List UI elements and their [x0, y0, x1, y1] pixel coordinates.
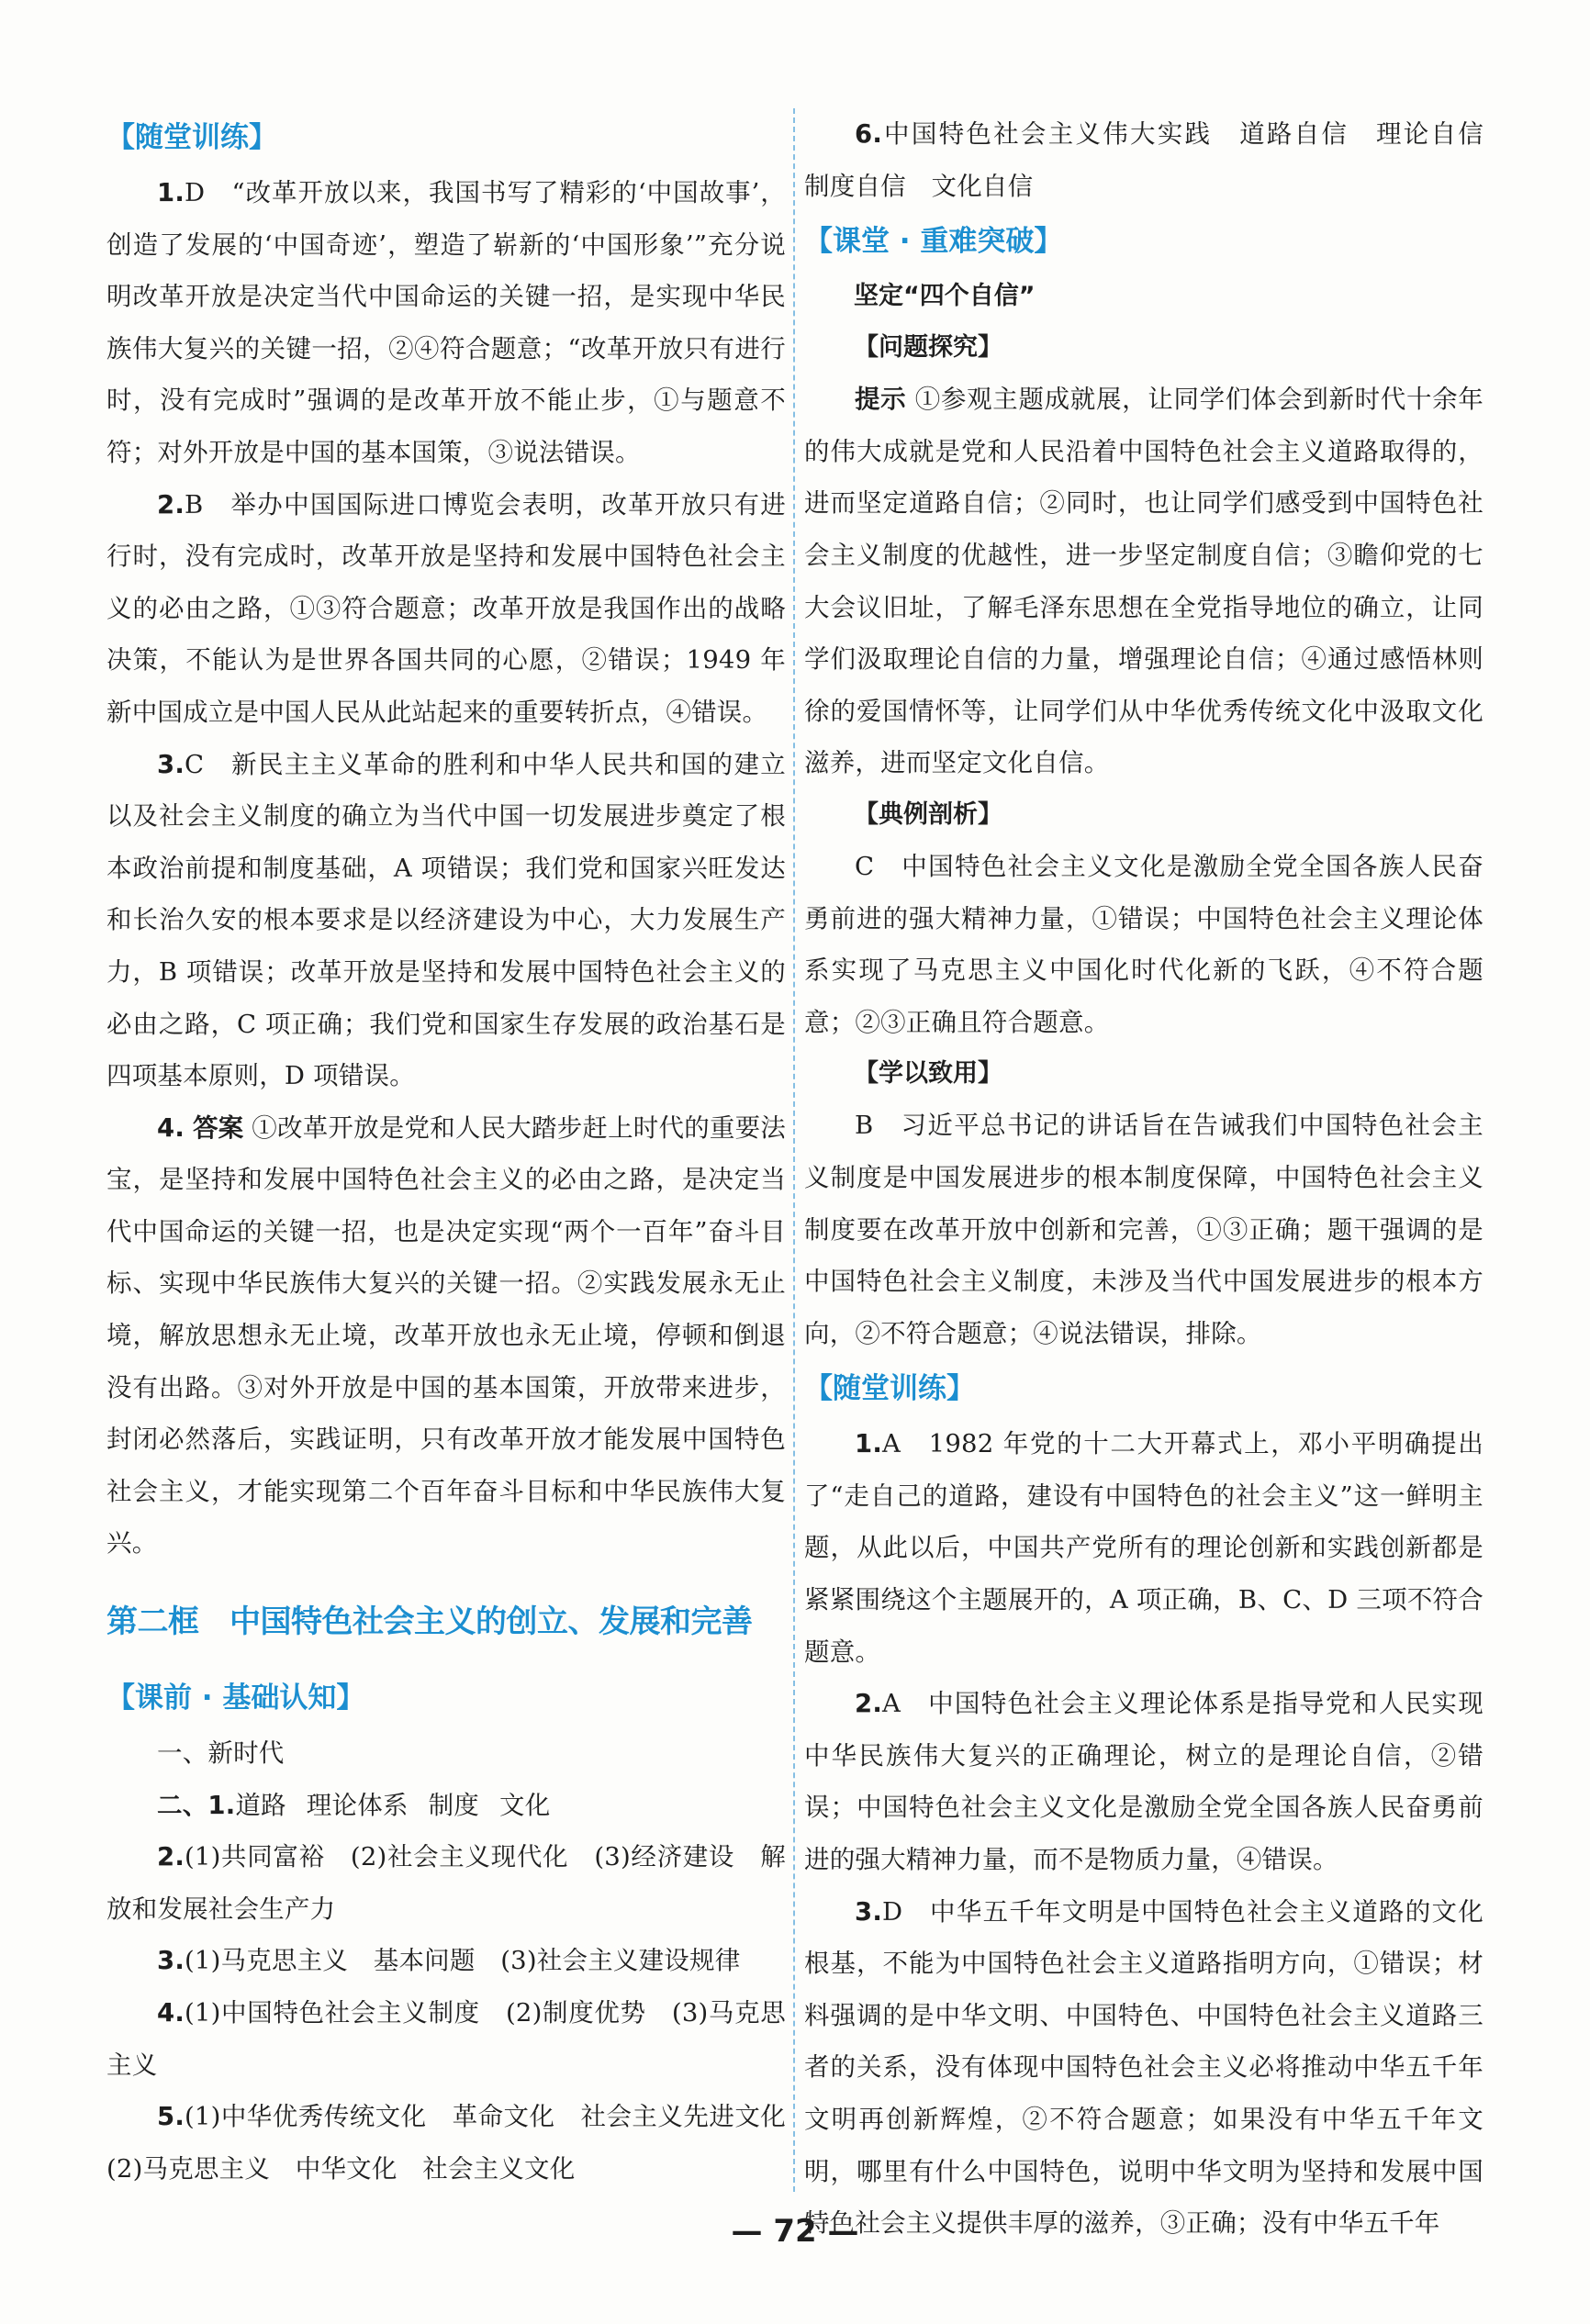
training-answer-1: 1.D “改革开放以来，我国书写了精彩的‘中国故事’，创造了发展的‘中国奇迹’，塑造了崭新的‘中国形象’”充分说明改革开放是决定当代中国命运的关键一招，是实现中华民族伟大复兴的关键一招，②④符合题意；“改革开放只有进行时，没有完成时”强调的是改革开放不能止步，①与题意不符；对外开放是中国的基本国策，③说法错误。 [106, 178, 786, 467]
basics-item-2: 二、1.道路 理论体系 制度 文化 [157, 1790, 551, 1820]
heading-in-class-training-2: 【随堂训练】 [804, 1372, 975, 1406]
basics-item-6: 5.(1)中华优秀传统文化 革命文化 社会主义先进文化 (2)马克思主义 中华文化 社会主义文化 [106, 2102, 812, 2184]
case-analysis-answer: C 中国特色社会主义文化是激励全党全国各族人民奋勇前进的强大精神力量，①错误；中国特色社会主义理论体系实现了马克思主义中国化时代化新的飞跃，④不符合题意；②③正确且符合题意。 [804, 851, 1484, 1037]
basics-item-7: 6.中国特色社会主义伟大实践 道路自信 理论自信 制度自信 文化自信 [804, 119, 1509, 201]
training2-answer-2: 2.A 中国特色社会主义理论体系是指导党和人民实现中华民族伟大复兴的正确理论，树立的是理论自信，②错误；中国特色社会主义文化是激励全党全国各族人民奋勇前进的强大精神力量，而不是物质力量，④错误。 [804, 1689, 1484, 1875]
heading-problem-exploration: 【问题探究】 [854, 333, 1002, 363]
column-divider [793, 108, 795, 2192]
training-answer-4: 4. 答案 ①改革开放是党和人民大踏步赶上时代的重要法宝，是坚持和发展中国特色社会主义的必由之路，是决定当代中国命运的关键一招，也是决定实现“两个一百年”奋斗目标、实现中华民族伟大复兴的关键一招。②实践发展永无止境，解放思想永无止境，改革开放也永无止境，停顿和倒退没有出路。③对外开放是中国的基本国策，开放带来进步，封闭必然落后，实践证明，只有改革开放才能发展中国特色社会主义，才能实现第二个百年奋斗目标和中华民族伟大复兴。 [106, 1112, 786, 1559]
training2-answer-3: 3.D 中华五千年文明是中国特色社会主义道路的文化根基，不能为中国特色社会主义道路指明方向，①错误；材料强调的是中华文明、中国特色、中国特色社会主义道路三者的关系，没有体现中国特色社会主义必将推动中华五千年文明再创新辉煌，②不符合题意；如果没有中华五千年文明，哪里有什么中国特色，说明中华文明为坚持和发展中国特色社会主义提供丰厚的滋养，③正确；没有中华五千年 [804, 1896, 1484, 2239]
section-title: 第二框 中国特色社会主义的创立、发展和完善 [106, 1603, 753, 1641]
training-answer-2: 2.B 举办中国国际进口博览会表明，改革开放只有进行时，没有完成时，改革开放是坚持和发展中国特色社会主义的必由之路，①③符合题意；改革开放是我国作出的战略决策，不能认为是世界各国共同的心愿，②错误；1949 年新中国成立是中国人民从此站起来的重要转折点，④错误。 [106, 489, 786, 727]
heading-in-class-training: 【随堂训练】 [106, 121, 277, 154]
topic-title: 坚定“四个自信” [854, 282, 1036, 311]
basics-item-3: 2.(1)共同富裕 (2)社会主义现代化 (3)经济建设 解放和发展社会生产力 [106, 1842, 786, 1924]
basics-item-4: 3.(1)马克思主义 基本问题 (3)社会主义建设规律 [157, 1946, 741, 1976]
page-number: — 72 — [731, 2213, 859, 2250]
apply-answer: B 习近平总书记的讲话旨在告诫我们中国特色社会主义制度是中国发展进步的根本制度保障，中国特色社会主义制度要在改革开放中创新和完善，①③正确；题干强调的是中国特色社会主义制度，未涉及当代中国发展进步的根本方向，②不符合题意；④说法错误，排除。 [804, 1111, 1484, 1348]
training-answer-3: 3.C 新民主主义革命的胜利和中华人民共和国的建立以及社会主义制度的确立为当代中国一切发展进步奠定了根本政治前提和制度基础，A 项错误；我们党和国家兴旺发达和长治久安的根本要求是以经济建设为中心，大力发展生产力，B 项错误；改革开放是坚持和发展中国特色社会主义的必由之路，C 项正确；我们党和国家生存发展的政治基石是四项基本原则，D 项错误。 [106, 749, 786, 1091]
heading-pre-class-basics: 【课前 · 基础认知】 [106, 1682, 365, 1715]
heading-key-difficulties: 【课堂 · 重难突破】 [804, 225, 1063, 259]
left-column [106, 108, 812, 2195]
heading-case-analysis: 【典例剖析】 [854, 799, 1002, 829]
hint-paragraph: 提示 ①参观主题成就展，让同学们体会到新时代十余年的伟大成就是党和人民沿着中国特色社会主义道路取得的，进而坚定道路自信；②同时，也让同学们感受到中国特色社会主义制度的优越性，进一步坚定制度自信；③瞻仰党的七大会议旧址，了解毛泽东思想在全党指导地位的确立，让同学们汲取理论自信的力量，增强理论自信；④通过感悟林则徐的爱国情怀等，让同学们从中华优秀传统文化中汲取文化滋养，进而坚定文化自信。 [804, 385, 1484, 778]
training2-answer-1: 1.A 1982 年党的十二大开幕式上，邓小平明确提出了“走自己的道路，建设有中国特色的社会主义”这一鲜明主题，从此以后，中国共产党所有的理论创新和实践创新都是紧紧围绕这个主题展开的，A 项正确，B、C、D 三项不符合题意。 [804, 1429, 1484, 1667]
basics-item-1: 一、新时代 [157, 1738, 285, 1769]
basics-item-5: 4.(1)中国特色社会主义制度 (2)制度优势 (3)马克思主义 [106, 1998, 786, 2080]
heading-apply-learning: 【学以致用】 [854, 1059, 1002, 1089]
right-column [804, 108, 1509, 2250]
